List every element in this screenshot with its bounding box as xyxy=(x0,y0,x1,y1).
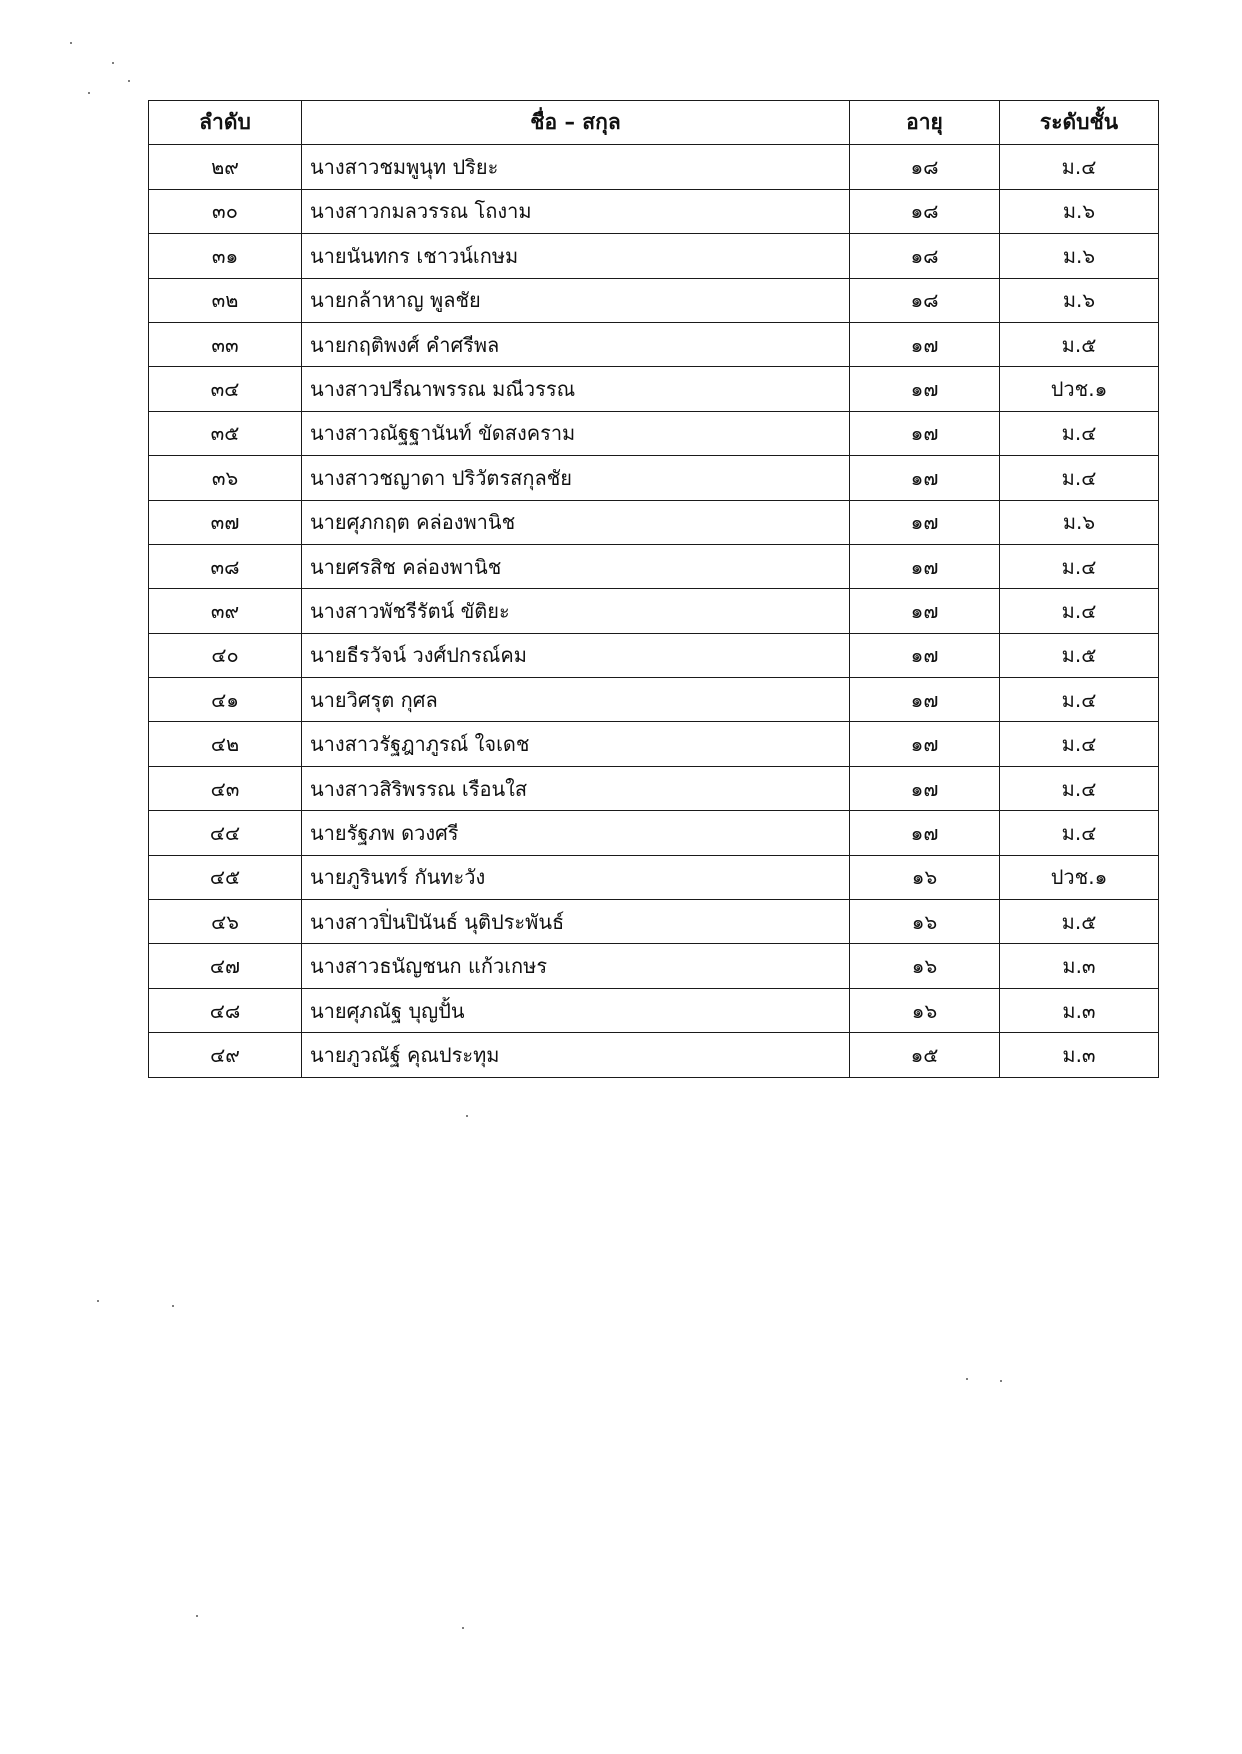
student-name-cell: นางสาวชญาดา ปริวัตรสกุลชัย xyxy=(302,456,850,500)
scan-speck xyxy=(1000,1380,1002,1382)
table-row xyxy=(149,988,1159,1032)
row-number-cell: ๓๕ xyxy=(149,411,302,455)
student-name-cell: นางสาวปรีณาพรรณ มณีวรรณ xyxy=(302,367,850,411)
grade-level-cell: ม.๕ xyxy=(1000,900,1159,944)
student-name-cell: นางสาวพัชรีรัตน์ ขัติยะ xyxy=(302,589,850,633)
row-number-cell: ๔๘ xyxy=(149,988,302,1032)
scan-speck xyxy=(88,92,90,94)
grade-level-cell: ม.๖ xyxy=(1000,189,1159,233)
scan-speck xyxy=(196,1615,198,1617)
header-level: ระดับชั้น xyxy=(1000,101,1159,145)
row-number-cell: ๔๓ xyxy=(149,766,302,810)
table-row xyxy=(149,722,1159,766)
table-row xyxy=(149,944,1159,988)
student-name-cell: นางสาวธนัญชนก แก้วเกษร xyxy=(302,944,850,988)
grade-level-cell: ม.๔ xyxy=(1000,456,1159,500)
grade-level-cell: ม.๔ xyxy=(1000,145,1159,189)
header-no: ลำดับ xyxy=(149,101,302,145)
row-number-cell: ๓๓ xyxy=(149,322,302,366)
age-cell: ๑๗ xyxy=(850,678,1000,722)
table-row xyxy=(149,900,1159,944)
age-cell: ๑๕ xyxy=(850,1033,1000,1077)
row-number-cell: ๔๒ xyxy=(149,722,302,766)
student-name-cell: นางสาวสิริพรรณ เรือนใส xyxy=(302,766,850,810)
grade-level-cell: ม.๓ xyxy=(1000,988,1159,1032)
row-number-cell: ๔๖ xyxy=(149,900,302,944)
row-number-cell: ๔๔ xyxy=(149,811,302,855)
age-cell: ๑๗ xyxy=(850,766,1000,810)
table-row xyxy=(149,278,1159,322)
table-row xyxy=(149,544,1159,588)
age-cell: ๑๖ xyxy=(850,900,1000,944)
table-row xyxy=(149,766,1159,810)
grade-level-cell: ม.๔ xyxy=(1000,589,1159,633)
student-name-cell: นางสาวชมพูนุท ปริยะ xyxy=(302,145,850,189)
grade-level-cell: ม.๔ xyxy=(1000,411,1159,455)
age-cell: ๑๗ xyxy=(850,456,1000,500)
table-row xyxy=(149,633,1159,677)
age-cell: ๑๖ xyxy=(850,944,1000,988)
age-cell: ๑๗ xyxy=(850,411,1000,455)
student-name-cell: นางสาวรัฐฎาภูรณ์ ใจเดช xyxy=(302,722,850,766)
student-name-cell: นายศุภกฤต คล่องพานิช xyxy=(302,500,850,544)
scan-speck xyxy=(172,1305,174,1307)
grade-level-cell: ปวช.๑ xyxy=(1000,367,1159,411)
table-row xyxy=(149,456,1159,500)
student-name-cell: นายวิศรุต กุศล xyxy=(302,678,850,722)
grade-level-cell: ม.๖ xyxy=(1000,500,1159,544)
table-row xyxy=(149,234,1159,278)
student-name-cell: นางสาวณัฐฐานันท์ ขัดสงคราม xyxy=(302,411,850,455)
grade-level-cell: ม.๕ xyxy=(1000,322,1159,366)
row-number-cell: ๓๗ xyxy=(149,500,302,544)
header-age: อายุ xyxy=(850,101,1000,145)
table-row xyxy=(149,855,1159,899)
age-cell: ๑๗ xyxy=(850,322,1000,366)
grade-level-cell: ม.๕ xyxy=(1000,633,1159,677)
grade-level-cell: ม.๔ xyxy=(1000,811,1159,855)
grade-level-cell: ม.๔ xyxy=(1000,544,1159,588)
table-row xyxy=(149,411,1159,455)
table-row xyxy=(149,678,1159,722)
age-cell: ๑๗ xyxy=(850,589,1000,633)
age-cell: ๑๘ xyxy=(850,145,1000,189)
scan-speck xyxy=(462,1627,464,1629)
student-name-cell: นายภูรินทร์ กันทะวัง xyxy=(302,855,850,899)
scan-speck xyxy=(966,1378,968,1380)
table-row xyxy=(149,145,1159,189)
row-number-cell: ๓๖ xyxy=(149,456,302,500)
age-cell: ๑๖ xyxy=(850,988,1000,1032)
student-name-cell: นายกฤติพงศ์ คำศรีพล xyxy=(302,322,850,366)
row-number-cell: ๒๙ xyxy=(149,145,302,189)
age-cell: ๑๗ xyxy=(850,367,1000,411)
scan-speck xyxy=(128,80,130,82)
student-name-cell: นายภูวณัฐ์ คุณประทุม xyxy=(302,1033,850,1077)
age-cell: ๑๗ xyxy=(850,500,1000,544)
table-row xyxy=(149,500,1159,544)
row-number-cell: ๔๗ xyxy=(149,944,302,988)
row-number-cell: ๓๔ xyxy=(149,367,302,411)
age-cell: ๑๗ xyxy=(850,633,1000,677)
row-number-cell: ๓๒ xyxy=(149,278,302,322)
table-row xyxy=(149,589,1159,633)
student-name-cell: นายธีรวัจน์ วงศ์ปกรณ์คม xyxy=(302,633,850,677)
age-cell: ๑๖ xyxy=(850,855,1000,899)
grade-level-cell: ปวช.๑ xyxy=(1000,855,1159,899)
row-number-cell: ๔๐ xyxy=(149,633,302,677)
scan-speck xyxy=(466,1115,468,1117)
row-number-cell: ๓๙ xyxy=(149,589,302,633)
age-cell: ๑๗ xyxy=(850,722,1000,766)
table-row xyxy=(149,367,1159,411)
grade-level-cell: ม.๓ xyxy=(1000,1033,1159,1077)
student-name-cell: นายศุภณัฐ บุญปั้น xyxy=(302,988,850,1032)
table-row xyxy=(149,189,1159,233)
table-body xyxy=(149,145,1159,1077)
row-number-cell: ๓๑ xyxy=(149,234,302,278)
student-name-cell: นายรัฐภพ ดวงศรี xyxy=(302,811,850,855)
row-number-cell: ๔๙ xyxy=(149,1033,302,1077)
scan-speck xyxy=(70,42,72,44)
age-cell: ๑๗ xyxy=(850,811,1000,855)
student-name-cell: นางสาวกมลวรรณ โถงาม xyxy=(302,189,850,233)
student-name-cell: นางสาวปิ่นปินันธ์ นุติประพันธ์ xyxy=(302,900,850,944)
table-row xyxy=(149,811,1159,855)
scan-speck xyxy=(97,1300,99,1302)
table-header xyxy=(149,101,1159,145)
row-number-cell: ๓๐ xyxy=(149,189,302,233)
row-number-cell: ๓๘ xyxy=(149,544,302,588)
student-name-cell: นายนันทกร เชาวน์เกษม xyxy=(302,234,850,278)
header-row xyxy=(149,101,1159,145)
grade-level-cell: ม.๖ xyxy=(1000,234,1159,278)
grade-level-cell: ม.๔ xyxy=(1000,722,1159,766)
grade-level-cell: ม.๔ xyxy=(1000,678,1159,722)
row-number-cell: ๔๑ xyxy=(149,678,302,722)
age-cell: ๑๘ xyxy=(850,234,1000,278)
grade-level-cell: ม.๖ xyxy=(1000,278,1159,322)
student-name-cell: นายกล้าหาญ พูลชัย xyxy=(302,278,850,322)
student-roster-table xyxy=(148,100,1159,1078)
header-name: ชื่อ – สกุล xyxy=(302,101,850,145)
grade-level-cell: ม.๓ xyxy=(1000,944,1159,988)
table-row xyxy=(149,1033,1159,1077)
age-cell: ๑๘ xyxy=(850,189,1000,233)
grade-level-cell: ม.๔ xyxy=(1000,766,1159,810)
age-cell: ๑๗ xyxy=(850,544,1000,588)
table-row xyxy=(149,322,1159,366)
scan-speck xyxy=(112,62,114,64)
age-cell: ๑๘ xyxy=(850,278,1000,322)
student-name-cell: นายศรสิช คล่องพานิช xyxy=(302,544,850,588)
row-number-cell: ๔๕ xyxy=(149,855,302,899)
